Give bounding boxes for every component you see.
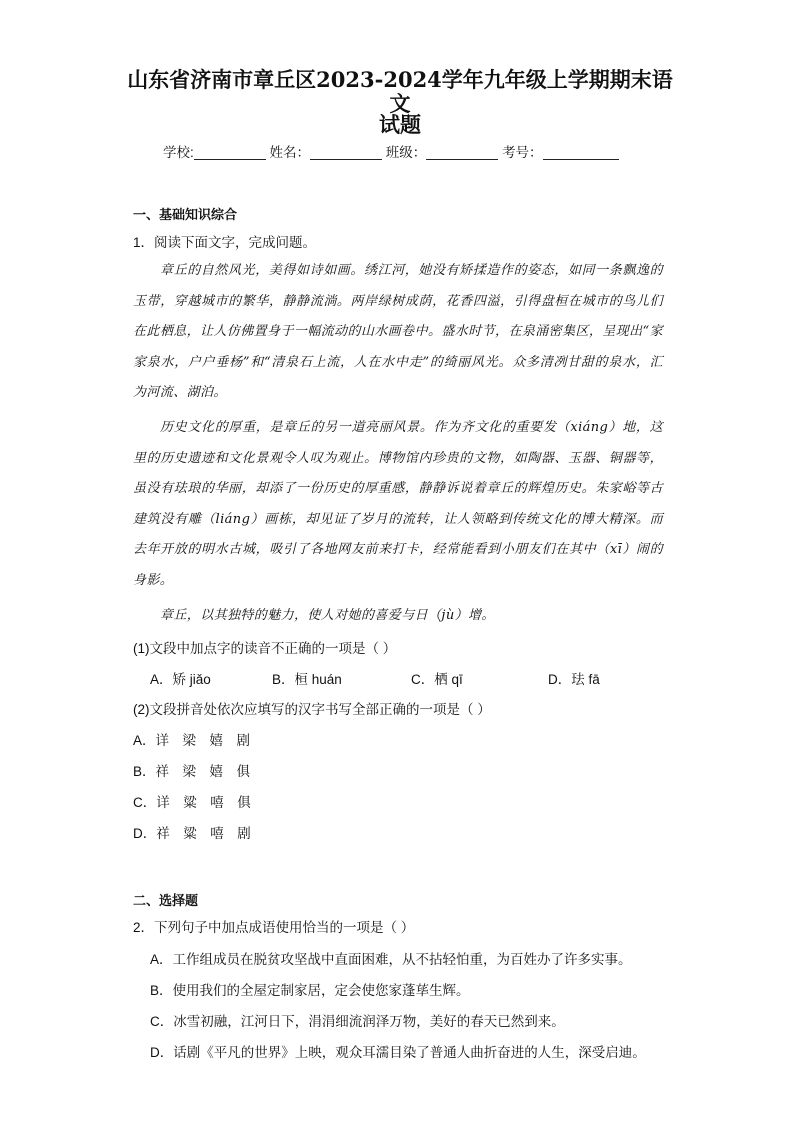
q1-stem: 1．阅读下面文字，完成问题。	[133, 235, 317, 250]
passage-paragraph-2: 历史文化的厚重，是章丘的另一道亮丽风景。作为齐文化的重要发（xiáng）地，这里的历史遗迹和文化景观令人叹为观止。博物馆内珍贵的文物，如陶器、玉器、铜器等，虽没有珐琅的华丽，却添了一份历史的厚重感，静静诉说着章丘的辉煌历史。朱家峪等古建筑没有雕（liáng）画栋，却见证了岁月的流转，让人领略到传统文化的博大精深。而去年开放的明水古城，吸引了各地网友前来打卡，经常能看到小朋友们在其中（xī）闹的身影。	[133, 420, 663, 588]
q1-1-option-d[interactable]: D．珐 fā	[548, 672, 600, 687]
q1-1-stem: (1)文段中加点字的读音不正确的一项是（ ）	[133, 641, 397, 656]
student-info-row	[163, 144, 683, 162]
class-blank[interactable]	[426, 145, 498, 160]
number-label: 考号：	[502, 145, 543, 160]
class-label: 班级：	[385, 145, 427, 160]
name-label: 姓名：	[269, 145, 311, 160]
q1-2-stem: (2)文段拼音处依次应填写的汉字书写全部正确的一项是（ ）	[133, 702, 491, 717]
q1-2-option-d[interactable]: D．祥 粱 嘻 剧	[133, 826, 251, 841]
q2-option-c[interactable]: C．冰雪初融，江河日下，涓涓细流润泽万物，美好的春天已然到来。	[150, 1014, 565, 1029]
section2-heading: 二、选择题	[133, 894, 199, 909]
q1-2-option-b[interactable]: B．祥 梁 嬉 俱	[133, 764, 251, 779]
q1-1-option-b[interactable]: B．桓 huán	[272, 672, 342, 687]
school-blank[interactable]	[194, 145, 266, 160]
school-label: 学校:	[163, 145, 194, 160]
section1-heading: 一、基础知识综合	[133, 208, 238, 223]
passage-paragraph-3: 章丘，以其独特的魅力，使人对她的喜爱与日（jù）增。	[160, 608, 495, 623]
q1-2-option-a[interactable]: A．详 梁 嬉 剧	[133, 733, 251, 748]
exam-title-line2: 试题	[379, 112, 421, 137]
q2-option-a[interactable]: A．工作组成员在脱贫攻坚战中直面困难，从不拈轻怕重，为百姓办了许多实事。	[150, 952, 632, 967]
q2-option-d[interactable]: D．话剧《平凡的世界》上映，观众耳濡目染了普通人曲折奋进的人生，深受启迪。	[150, 1045, 646, 1060]
name-blank[interactable]	[310, 145, 382, 160]
passage-paragraph-1: 章丘的自然风光，美得如诗如画。绣江河，她没有矫揉造作的姿态，如同一条飘逸的玉带，穿越城市的繁华，静静流淌。两岸绿树成荫，花香四溢，引得盘桓在城市的鸟儿们在此栖息，让人仿佛置身于一幅流动的山水画卷中。盛水时节，在泉涌密集区，呈现出“家家泉水，户户垂杨”和“清泉石上流，人在水中走”的绮丽风光。众多清冽甘甜的泉水，汇为河流、湖泊。	[133, 263, 663, 400]
number-blank[interactable]	[543, 145, 619, 160]
q2-stem: 2．下列句子中加点成语使用恰当的一项是（ ）	[133, 920, 415, 935]
q1-2-option-c[interactable]: C．详 粱 嘻 俱	[133, 795, 251, 810]
q2-option-b[interactable]: B．使用我们的全屋定制家居，定会使您家蓬荜生辉。	[150, 983, 470, 998]
q1-1-option-c[interactable]: C．栖 qī	[411, 672, 463, 687]
q1-1-option-a[interactable]: A．矫 jiǎo	[150, 672, 211, 687]
exam-title-line1: 山东省济南市章丘区2023-2024学年九年级上学期期末语文	[127, 67, 673, 116]
